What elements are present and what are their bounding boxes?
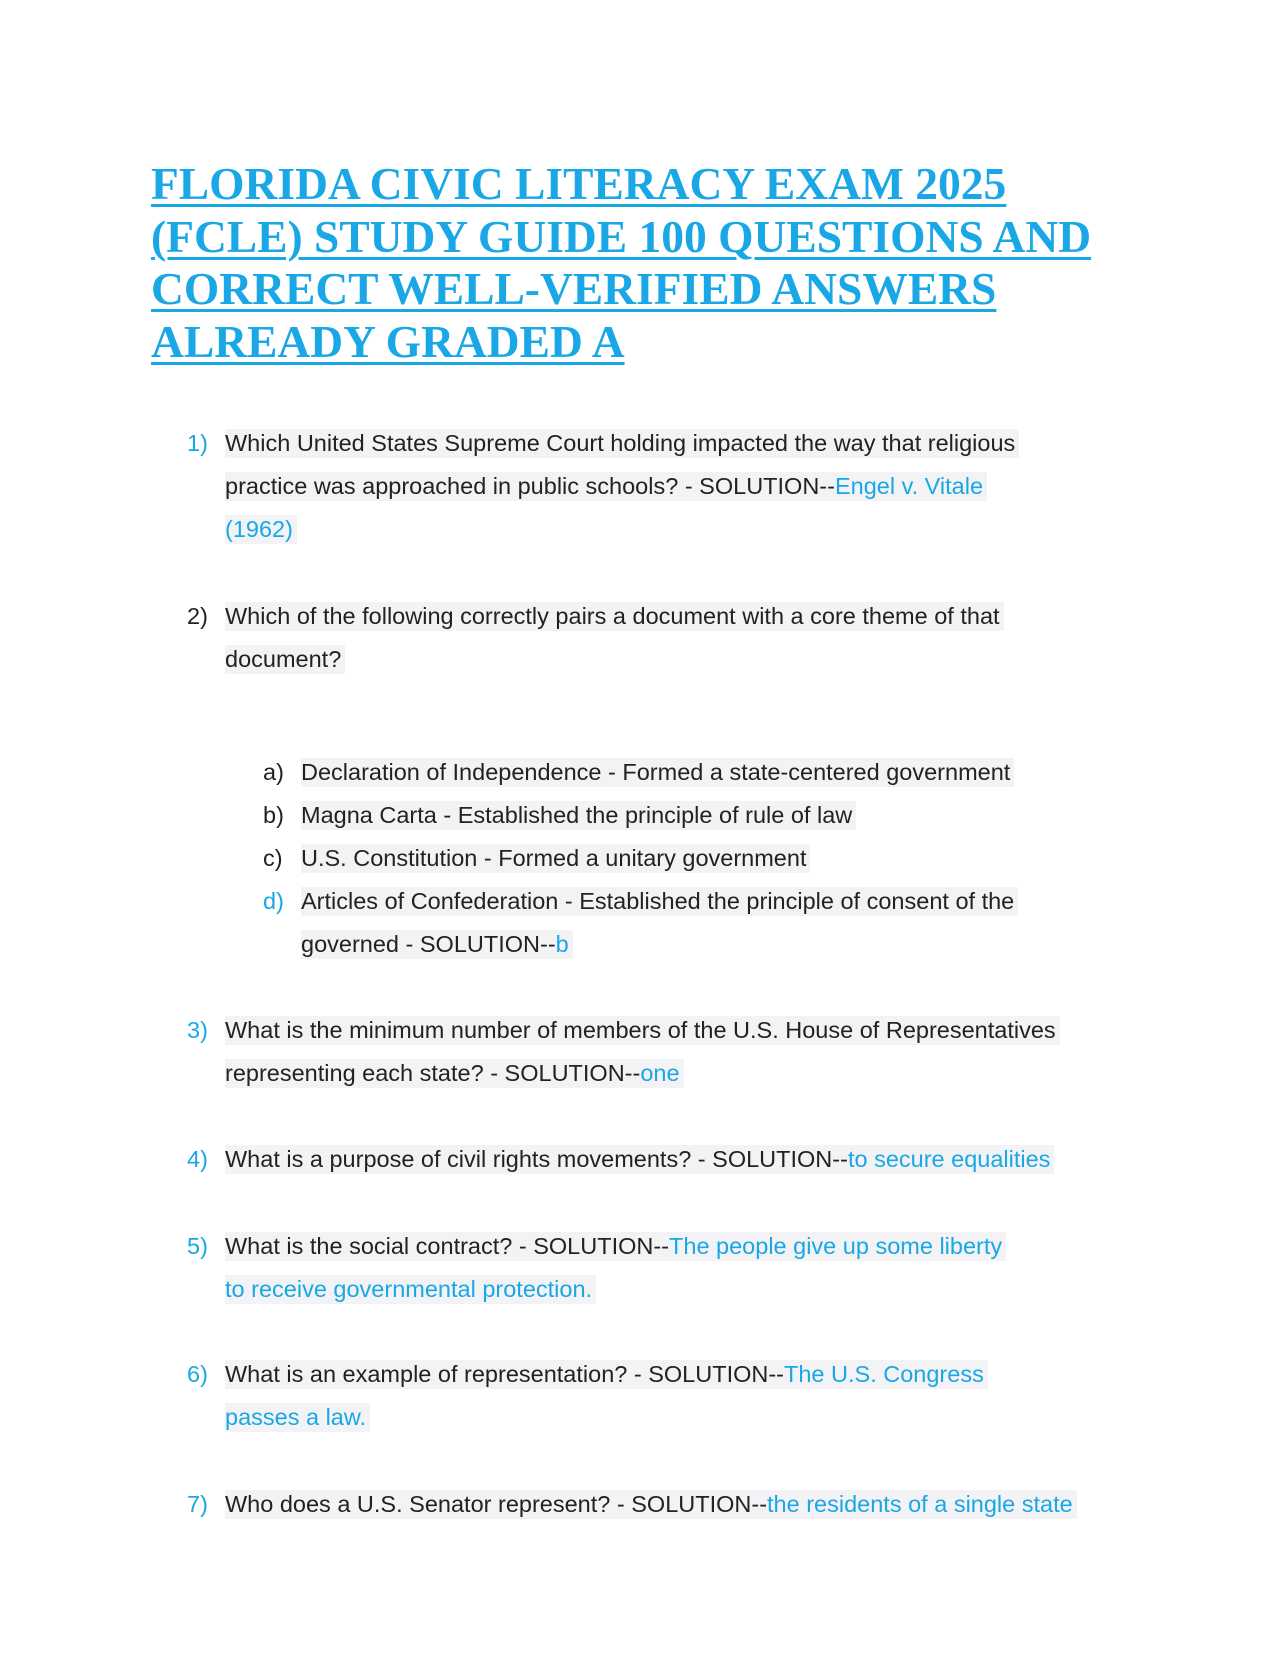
question-text: Which of the following correctly pairs a document with a core theme of that	[225, 602, 1004, 631]
question-number: 1)	[187, 430, 208, 456]
title-line: CORRECT WELL-VERIFIED ANSWERS	[151, 263, 997, 314]
question-number: 2)	[187, 603, 208, 629]
option-letter: a)	[263, 759, 284, 785]
option-text: Declaration of Independence - Formed a state-centered government	[301, 758, 1014, 787]
answer-text: The U.S. Congress	[784, 1361, 984, 1387]
answer-text: b	[555, 931, 569, 957]
option-text: Magna Carta - Established the principle of rule of law	[301, 801, 856, 830]
question-text: representing each state? - SOLUTION--	[225, 1060, 641, 1086]
question-text: What is a purpose of civil rights movements? - SOLUTION--	[225, 1146, 848, 1172]
question-number: 5)	[187, 1233, 208, 1259]
question-text: What is an example of representation? - SOLUTION--	[225, 1361, 784, 1387]
question-number: 3)	[187, 1017, 208, 1043]
question-text: Which United States Supreme Court holding impacted the way that religious	[225, 429, 1019, 458]
option-text: Articles of Confederation - Established the principle of consent of the	[301, 887, 1018, 916]
question-text: Who does a U.S. Senator represent? - SOLUTION--	[225, 1491, 768, 1517]
answer-text: one	[640, 1060, 680, 1086]
question-number: 7)	[187, 1491, 208, 1517]
option-letter: d)	[263, 888, 284, 914]
question-number: 6)	[187, 1361, 208, 1387]
answer-text: Engel v. Vitale	[834, 473, 984, 499]
question-text: What is the minimum number of members of the U.S. House of Representatives	[225, 1016, 1060, 1045]
option-letter: b)	[263, 802, 284, 828]
answer-text: The people give up some liberty	[669, 1233, 1003, 1259]
answer-text: passes a law.	[225, 1403, 370, 1432]
answer-text: to receive governmental protection.	[225, 1275, 596, 1304]
question-text: document?	[225, 645, 345, 674]
title-line: FLORIDA CIVIC LITERACY EXAM 2025	[151, 158, 1007, 209]
answer-text: (1962)	[225, 515, 297, 544]
question-number: 4)	[187, 1146, 208, 1172]
title-line: (FCLE) STUDY GUIDE 100 QUESTIONS AND	[151, 210, 1092, 262]
option-letter: c)	[263, 845, 283, 871]
answer-text: to secure equalities	[847, 1146, 1051, 1172]
option-text: governed - SOLUTION--	[301, 931, 556, 957]
question-text: practice was approached in public schools? - SOLUTION--	[225, 473, 835, 499]
question-text: What is the social contract? - SOLUTION--	[225, 1233, 670, 1259]
document-title	[151, 158, 1161, 368]
title-line: ALREADY GRADED A	[151, 315, 625, 367]
option-text: U.S. Constitution - Formed a unitary government	[301, 844, 810, 873]
answer-text: the residents of a single state	[767, 1491, 1073, 1517]
